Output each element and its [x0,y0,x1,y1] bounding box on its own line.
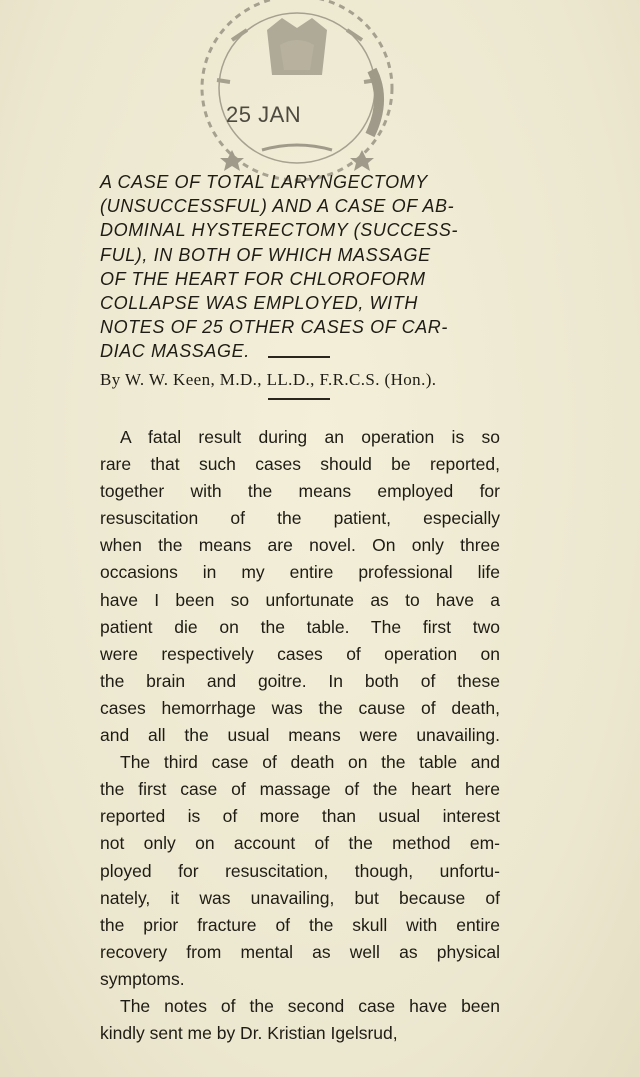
article-title [100,170,500,364]
body-line: resuscitation of the patient, especially [100,508,500,529]
divider-rule [268,398,330,400]
body-line: occasions in my entire professional life [100,562,500,583]
body-line: A fatal result during an operation is so [120,427,500,447]
body-line: the brain and goitre. In both of these [100,670,500,691]
title-line: OF THE HEART FOR CHLOROFORM [100,268,426,289]
title-line: (UNSUCCESSFUL) AND A CASE OF AB- [100,196,455,217]
stamp-date: 25 JAN [226,102,302,127]
article-body [100,424,500,1047]
body-line: symptoms. [100,968,185,989]
title-line: DOMINAL HYSTERECTOMY (SUCCESS- [100,220,459,241]
body-line: cases hemorrhage was the cause of death, [100,697,500,718]
body-line: reported is of more than usual interest [100,806,500,827]
library-stamp [172,0,422,185]
body-line: were respectively cases of operation on [100,643,500,664]
author-byline: By W. W. Keen, M.D., LL.D., F.R.C.S. (Hon.). [100,370,437,389]
body-line: The third case of death on the table and [120,752,500,773]
title-line: NOTES OF 25 OTHER CASES OF CAR- [100,317,448,338]
body-line: not only on account of the method em- [100,833,500,854]
body-line: have I been so unfortunate as to have a [100,589,500,610]
body-line: and all the usual means were unavailing. [100,725,500,746]
body-line: the prior fracture of the skull with entire [100,914,500,935]
body-line: recovery from mental as well as physical [100,941,500,962]
title-line: FUL), IN BOTH OF WHICH MASSAGE [100,244,431,265]
title-line: DIAC MASSAGE. [100,341,250,362]
title-line: A CASE OF TOTAL LARYNGECTOMY [100,172,428,192]
body-line: when the means are novel. On only three [100,535,500,556]
body-line: nately, it was unavailing, but because of [100,887,500,908]
body-line: patient die on the table. The first two [100,616,500,637]
body-line: the first case of massage of the heart here [100,779,500,800]
body-line: The notes of the second case have been [120,995,500,1016]
divider-rule [268,356,330,358]
body-line: kindly sent me by Dr. Kristian Igelsrud, [100,1023,398,1044]
body-line: ployed for resuscitation, though, unfortu- [100,860,500,881]
body-line: rare that such cases should be reported, [100,454,500,475]
title-line: COLLAPSE WAS EMPLOYED, WITH [100,293,418,314]
body-line: together with the means employed for [100,481,500,502]
